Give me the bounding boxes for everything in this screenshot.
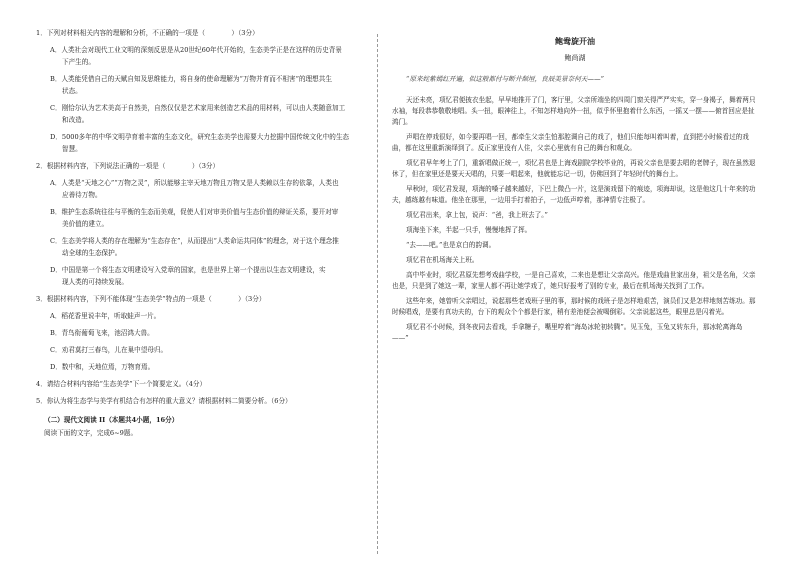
question-1-stem: 1．下列对材料相关内容的理解和分析，不正确的一项是（ ）（3分） [36,29,259,37]
question-3-stem: 3．根据材料内容，下列不能体现“生态美学”特点的一项是（ ）（3分） [36,295,266,303]
q2-option-a: A．人类是“天地之心”“万物之灵”，所以能够主宰天地万物且万物又是人类赖以生存的依靠，人类也 [50,179,339,187]
passage-paragraph: 项忆君在机场海关上班。 [406,256,479,264]
q2-option-d: D．中国是第一个将生态文明建设写入党章的国家，也是世界上第一个提出以生态文明建设，实 [50,266,326,274]
q3-option-d: D．数中和，天地位焉，万物育焉。 [50,363,155,371]
passage-author: 鲍尚湖 [564,54,586,62]
q2-option-b: B．维护生态系统往往与平衡的生态而美观，促使人们对审美价值与生态价值的辩证关系，要开对审 [50,208,339,216]
passage-paragraph: 项忆君早年考上了门，重新唱做正统一，项忆君也是上海戏剧院学校毕业的，再说父亲也是要去唱的老牌子，现在虽然退休了，但在家里还是要天天唱的，只要一唱起来，他就能忘记一切，仿佛回到了年轻时代的舞台上。 [392,159,756,178]
question-4: 4．请结合材料内容给“生态美学”下一个简要定义。（4分） [36,380,207,388]
q3-option-c: C．劝君莫打三春鸟，儿在巢中望母归。 [50,346,168,354]
q2-option-c-cont: 动全球的生态保护。 [62,249,122,257]
q1-option-a-cont: 下产生的。 [62,58,95,66]
question-2-stem: 2．根据材料内容，下列说法正确的一项是（ ）（3分） [36,162,220,170]
q2-option-b-cont: 美价值的建立。 [62,220,109,228]
passage-paragraph: 项海坐下来，半起一只手，慢慢地挥了挥。 [406,226,532,234]
left-column [36,28,366,445]
q2-option-c: C．生态美学将人类的存在理解为“生态存在”，从而提出“人类命运共同体”的理念，对于这个理念推 [50,237,339,245]
passage-paragraph: 项忆君不小时候，到冬夜同去看戏，手拿糖子，嘴里哼着“海岛冰轮初转腾”。见玉兔，玉兔又转东升，那冰轮离海岛——” [392,323,743,342]
q3-option-b: B．青鸟衔葡萄飞来，池沼鸿大兽。 [50,329,154,337]
q1-option-c-cont: 和改造。 [62,116,89,124]
q1-option-d: D．5000多年的中华文明孕育着丰富的生态文化，研究生态美学也需要大力挖掘中国传统文化中的生态 [50,133,350,141]
passage-paragraph: 项忆君出来，拿上包，说声：“爸，我上班去了。” [406,211,548,219]
q1-option-b: B．人类能凭借自己的天赋自知及思维能力，将自身的使命理解为“万物并育而不相害”的理想共生 [50,75,332,83]
q3-option-a: A．稻花香里说丰年，听取蛙声一片。 [50,312,161,320]
right-column [392,28,758,348]
passage-paragraph: 这些年来，她曾听父亲唱过，说起那些老戏班子里的事，那时候的戏班子是怎样地艰苦，演员们又是怎样地刻苦练功。那时候唱戏，是要有真功夫的，台下的观众个个都是行家，稍有差池便会被喝倒彩。父亲说起这些，眼里总是闪着光。 [392,297,756,316]
q1-option-c: C．刚恰尔认为艺术美高于自然美，自然仅仅是艺术家用来创造艺术品的用材料，可以由人类随意加工 [50,104,346,112]
q2-option-d-cont: 现人类的可持续发展。 [62,278,128,286]
passage-paragraph: “去——吧。”也是京白的韵调。 [406,241,496,249]
q1-option-b-cont: 状态。 [62,87,82,95]
question-5: 5．你认为将生态学与美学有机结合有怎样的重大意义？请根据材料二简要分析。（6分） [36,397,292,405]
passage-title: 鲍鸯旋开油 [555,36,595,46]
passage-paragraph: 早秋时，项忆君发现，项海的嗓子越来越好，下巴上微凸一片，这是演戏留下的痕迹，项海却说，这是他这几十年来的功夫，越练越有味道。他坐在那里，一边用手打着拍子，一边低声哼着，那神情专注极了。 [392,185,756,204]
reading-instruction: 阅读下面的文字，完成6~9题。 [44,429,138,437]
q1-option-d-cont: 智慧。 [62,145,82,153]
column-divider [377,34,378,554]
passage-paragraph: 天还未亮，项忆君便披衣坐起，早早地推开了门，客厅里，父亲所端坐的四周门窗关得严严实实，穿一身褐子，舞着两只水袖，每段恭恭敬敬地唱。头一扭，眼神往上，不知怎样地向外一扭，似乎怀里抱着什么东西，一摇又一摆——俯首回应是扯鸿门。 [392,96,756,126]
section-heading: （二）现代文阅读 II（本题共4小题，16分） [44,416,179,424]
passage-epigraph: “原来姹紫嫣红开遍，似这般都付与断井颓垣，良辰美景奈何天——” [406,75,604,83]
passage-paragraph: 声唱在停戏很好，如今要再唱一回，都牵生父亲生怕那腔调自己的戏了，他们只能每叫着叫着，直到把小时候看过的戏曲，都在这里重新演绎到了。反正家里没有人住，父亲心里就有自己的舞台和观众。 [392,133,749,152]
q2-option-a-cont: 应善待万物。 [62,191,102,199]
passage-paragraph: 高中毕业时，项忆君原先想考戏曲学校，一是自己喜欢，二来也是想让父亲高兴。他是戏曲世家出身，祖父是名角，父亲也是，只是到了她这一辈，家里人都不再让她学戏了，她只好报考了别的专业，最后在机场海关找到了工作。 [392,271,756,290]
q1-option-a: A．人类社会对现代工业文明的深刻反思是从20世纪60年代开始的，生态美学正是在这样的历史背景 [50,46,342,54]
